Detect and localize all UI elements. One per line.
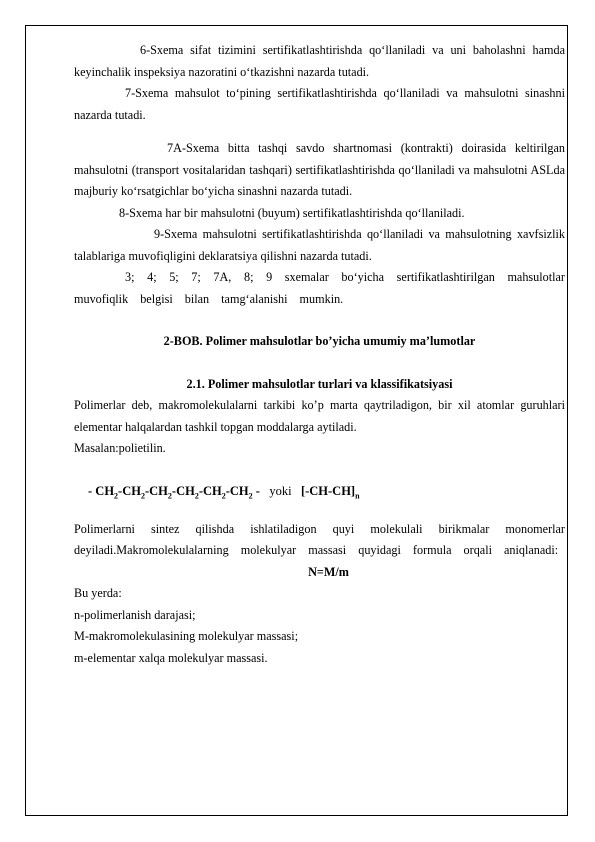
paragraph-scheme-9: 9-Sxema mahsulotni sertifikatlashtirishda qo‘llaniladi va mahsulotning xavfsizlik talablariga muvofiqligini deklaratsiya qilishni nazarda tutadi. [74,227,565,263]
paragraph-definition: Polimerlarni sintez qilishda ishlatiladigon quyi molekulali birikmalar monomerlar deyiladi.Makromolekulalarning molekulyar massasi quyidagi formula orqali aniqlanadi: [74,521,565,557]
paragraph-scheme-6: 6-Sxema sifat tizimini sertifikatlashtirishda qo‘llaniladi va uni baholashni hamda keyinchalik inspeksiya nazoratini o‘tkazishni nazarda tutadi. [74,43,565,79]
paragraph-schemes-marking: 3; 4; 5; 7; 7A, 8; 9 sxemalar bo‘yicha sertifikatlashtirilgan mahsulotlar muvofiqlik belgisi bilan tamg‘alanishi mumkin. [74,270,565,306]
definition-M: M-makromolekulasining molekulyar massasi; [74,629,299,643]
paragraph-scheme-8: 8-Sxema har bir mahsulotni (buyum) sertifikatlashtirishda qo‘llaniladi. [119,205,465,220]
definition-m: m-elementar xalqa molekulyar massasi. [74,650,268,665]
paragraph-intro: Polimerlar deb, makromolekulalarni tarkibi ko’p marta qaytriladigon, bir xil atomlar guruhlari elementar halqalardan tashkil topgan moddalarga aytiladi. [74,398,565,434]
definition-n: n-polimerlanish darajasi; [74,607,196,622]
paragraph-scheme-7: 7-Sxema mahsulot to‘pining sertifikatlashtirishda qo‘llaniladi va mahsulotni sinashni nazarda tutadi. [74,86,565,122]
paragraph-scheme-7a: 7A-Sxema bitta tashqi savdo shartnomasi (kontrakti) doirasida keltirilgan mahsulotni (transport vositalaridan tashqari) sertifikatlashtirishda qo‘llaniladi va mahsulotni ASLda majburiy ko‘rsatgichlar bo‘yicha sinashni nazarda tutadi. [74,141,565,198]
polyethylene-formula: - $CH_2-CH_2-CH_2-CH_2-CH_2-CH_2$ - yoki $[-CH-CH]_n$ [88,483,360,500]
example-label: Masalan:polietilin. [74,441,166,455]
chapter-title: 2-BOB. Polimer mahsulotlar bo’yicha umumiy ma’lumotlar [163,334,476,348]
document-body [74,40,565,669]
where-label: Bu yerda: [74,586,122,600]
section-title: 2.1. Polimer mahsulotlar turlari va klassifikatsiyasi [186,376,453,391]
main-formula: N=M/m [308,564,349,579]
